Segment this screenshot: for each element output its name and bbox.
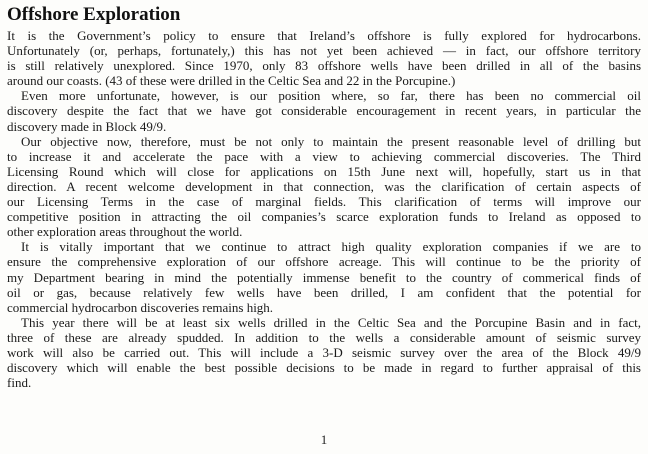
- body-text: [7, 28, 641, 390]
- page-number: 1: [320, 432, 328, 447]
- paragraph-line: direction. A recent welcome development in that connection, was the clarification of certain aspects of: [7, 178, 641, 194]
- paragraph-line: around our coasts. (43 of these were drilled in the Celtic Sea and 22 in the Porcupine.): [7, 73, 456, 89]
- paragraph-line: This year there will be at least six wells drilled in the Celtic Sea and the Porcupine Basin and in fact,: [21, 314, 641, 330]
- paragraph-line: discovery despite the fact that we have got considerable encouragement in recent years, in particular the: [7, 103, 641, 119]
- paragraph-line: Unfortunately (or, perhaps, fortunately,) this has not yet been achieved — in fact, our offshore territory: [7, 43, 641, 59]
- paragraph-5: [7, 315, 641, 390]
- paragraph-3: [7, 134, 641, 240]
- paragraph-1: [7, 28, 641, 88]
- paragraph-line: three of these are already spudded. In addition to the wells a considerable amount of seismic survey: [7, 329, 641, 345]
- paragraph-line: our Licensing Terms in the case of marginal fields. This clarification of terms will improve our: [7, 194, 641, 210]
- paragraph-line: other exploration areas throughout the world.: [7, 224, 243, 240]
- paragraph-line: It is the Government’s policy to ensure that Ireland’s offshore is fully explored for hydrocarbons.: [7, 28, 641, 43]
- paragraph-line: is still relatively unexplored. Since 1970, only 83 offshore wells have been drilled in all of the basins: [7, 58, 641, 74]
- paragraph-line: Even more unfortunate, however, is our position where, so far, there has been no commercial oil: [21, 88, 641, 104]
- paragraph-line: find.: [7, 375, 32, 391]
- paragraph-line: work will also be carried out. This will include a 3-D seismic survey over the area of the Block 49/9: [7, 344, 641, 360]
- paragraph-line: ensure the comprehensive exploration of our offshore acreage. This will continue to be the priority of: [7, 254, 641, 270]
- paragraph-line: Licensing Round which will close for applications on 15th June next will, hopefully, start us in that: [7, 163, 641, 179]
- paragraph-line: oil or gas, because relatively few wells have been drilled, I am confident that the potential for: [7, 284, 641, 300]
- paragraph-line: discovery which will enable the best possible decisions to be made in regard to further appraisal of this: [7, 360, 641, 376]
- document-title: Offshore Exploration: [7, 4, 181, 25]
- paragraph-line: discovery made in Block 49/9.: [7, 118, 167, 134]
- paragraph-4: [7, 239, 641, 314]
- paragraph-line: to increase it and accelerate the pace with a view to achieving commercial discoveries. The Third: [7, 148, 641, 164]
- paragraph-line: It is vitally important that we continue to attract high quality exploration companies if we are to: [21, 239, 641, 255]
- paragraph-line: Our objective now, therefore, must be not only to maintain the present reasonable level of drilling but: [21, 133, 641, 149]
- paragraph-line: competitive position in attracting the oil companies’s scarce exploration funds to Ireland as opposed to: [7, 209, 641, 225]
- paragraph-2: [7, 88, 641, 133]
- paragraph-line: my Department bearing in mind the potentially immense benefit to the country of commerical finds of: [7, 269, 641, 285]
- paragraph-line: commercial hydrocarbon discoveries remains high.: [7, 299, 274, 315]
